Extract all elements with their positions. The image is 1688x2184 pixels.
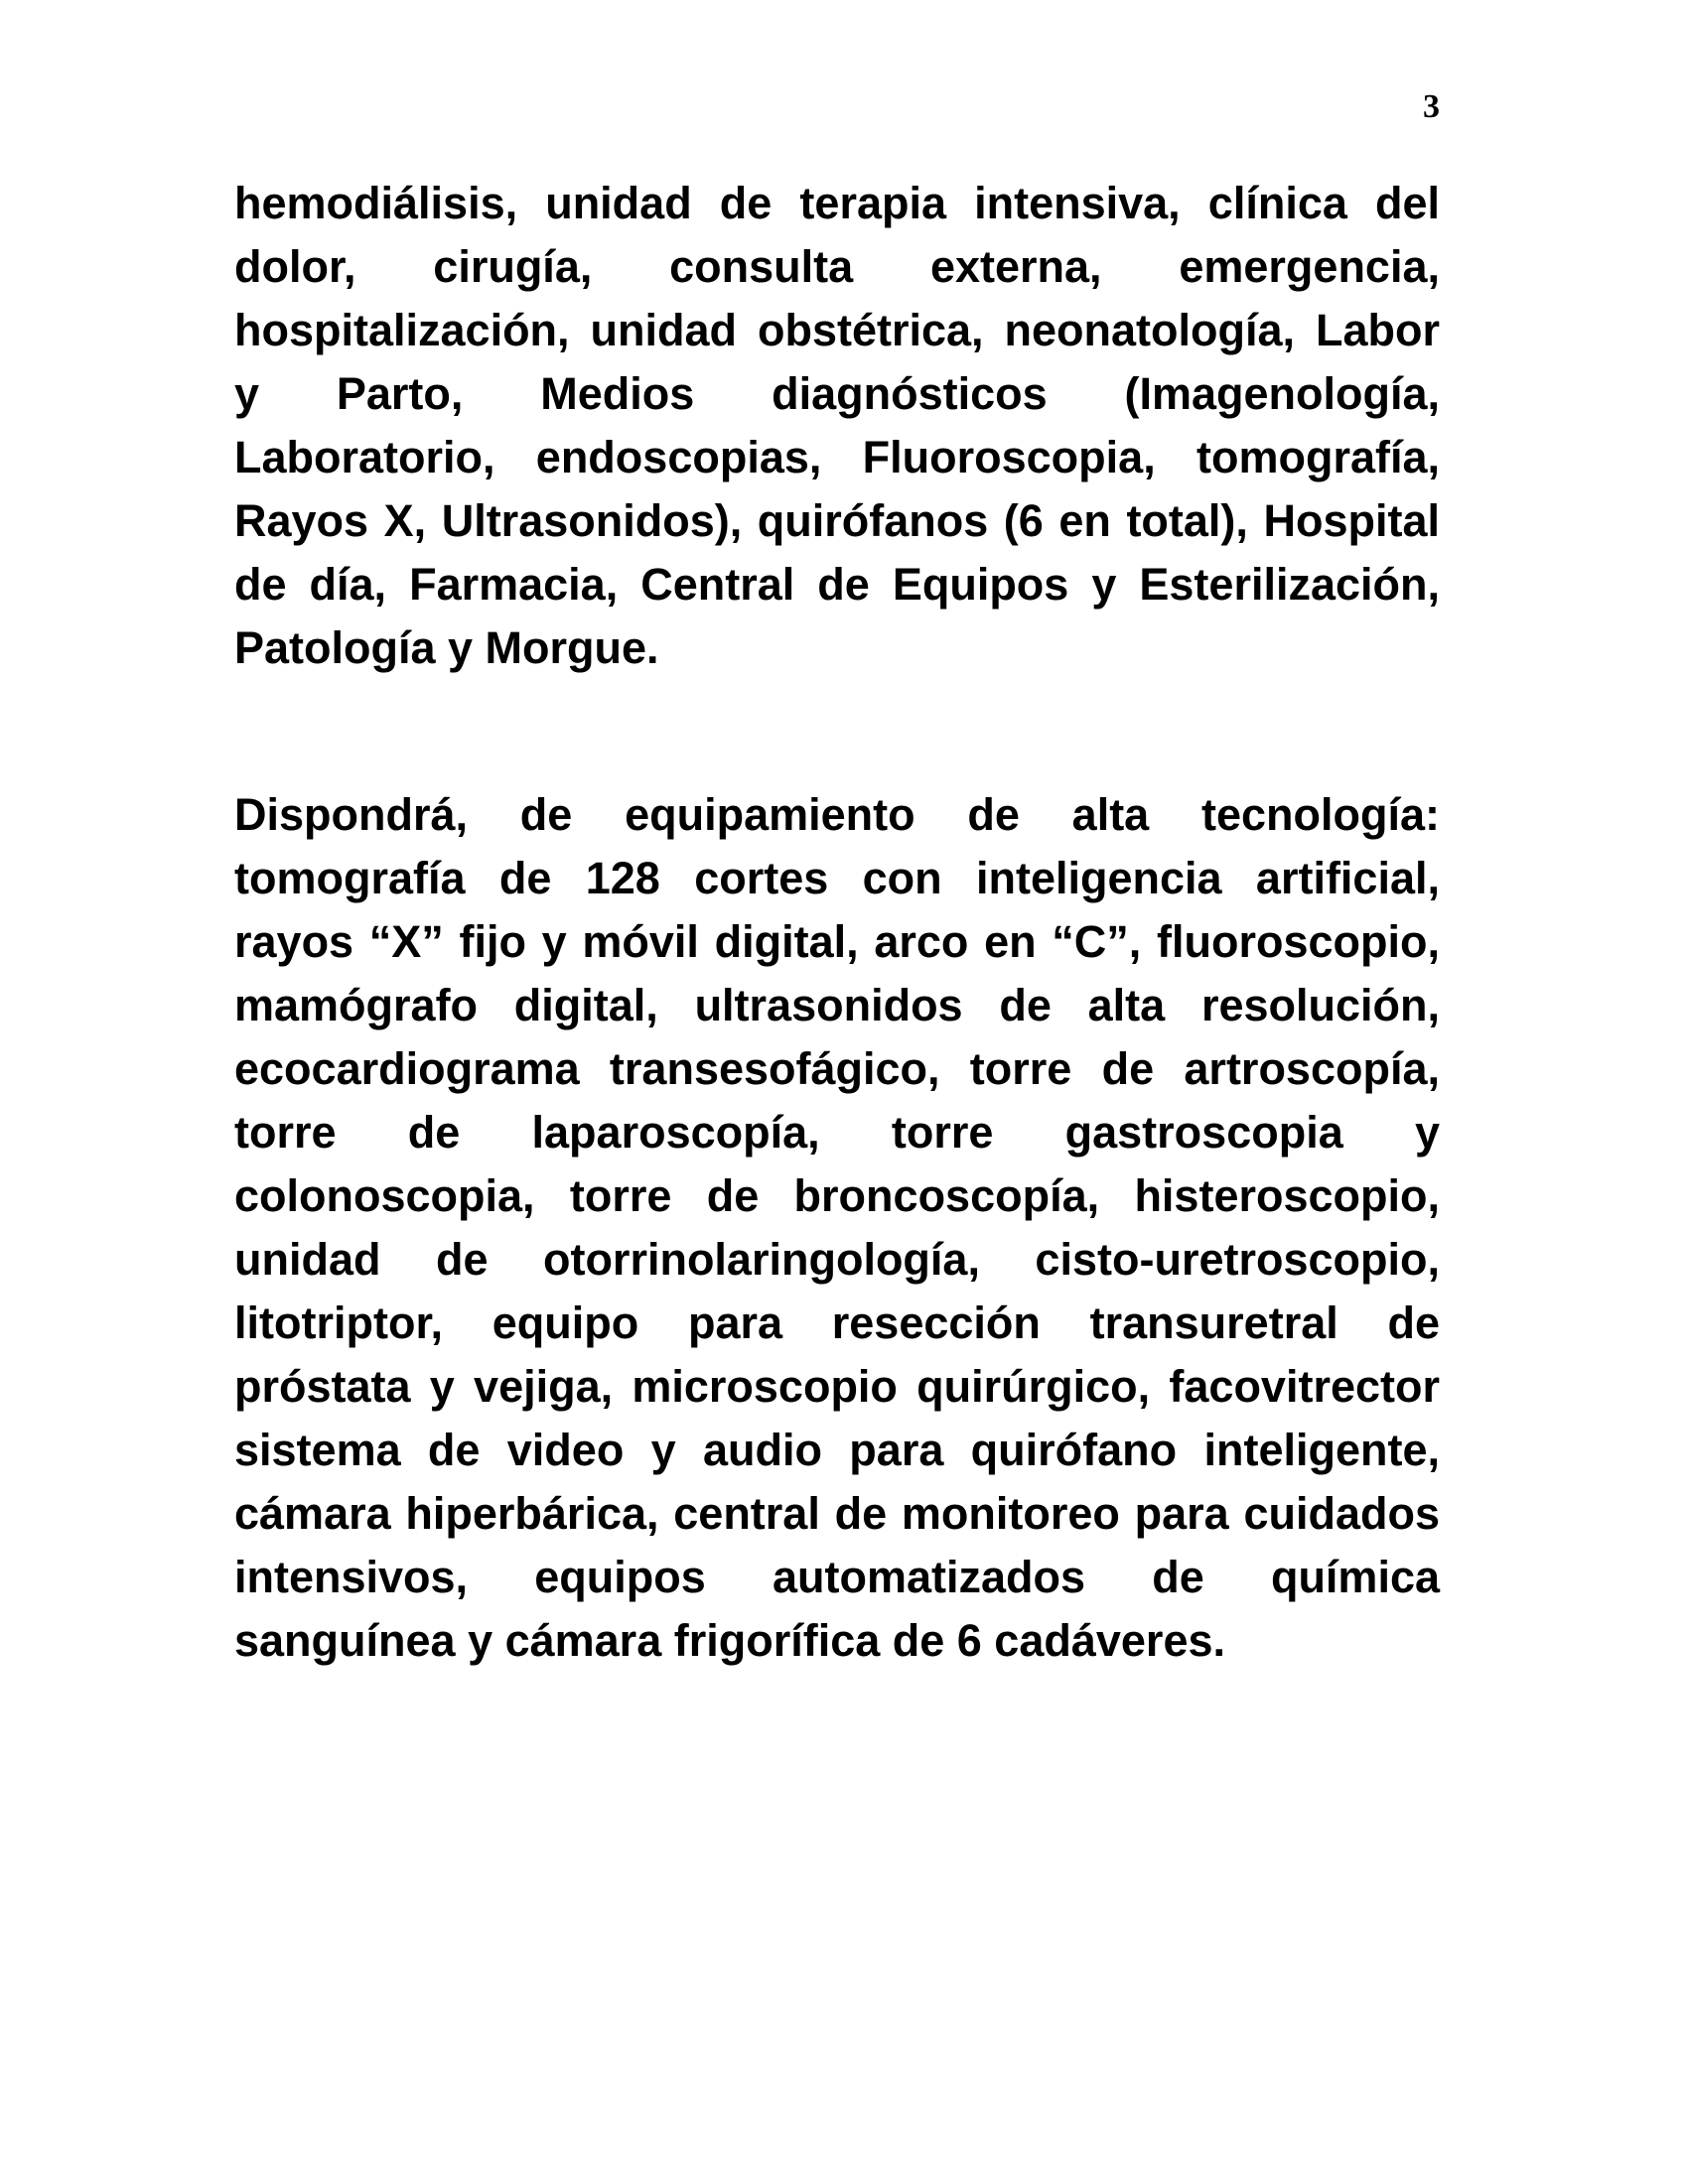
page-number: 3 (1423, 88, 1440, 125)
paragraph-services: hemodiálisis, unidad de terapia intensiva, clínica del dolor, cirugía, consulta externa, emergencia, hospitalización, unidad obstétrica, neonatología, Labor y Parto, Medios diagnósticos (Imagenología, Laboratorio, endoscopias, Fluoroscopia, tomografía, Rayos X, Ultrasonidos), quirófanos (6 en total), Hospital de día, Farmacia, Central de Equipos y Esterilización, Patología y Morgue. (234, 178, 1440, 673)
paragraph-equipment: Dispondrá, de equipamiento de alta tecnología: tomografía de 128 cortes con inteligencia artificial, rayos “X” fijo y móvil digital, arco en “C”, fluoroscopio, mamógrafo digital, ultrasonidos de alta resolución, ecocardiograma transesofágico, torre de artroscopía, torre de laparoscopía, torre gastroscopia y colonoscopia, torre de broncoscopía, histeroscopio, unidad de otorrinolaringología, cisto-uretroscopio, litotriptor, equipo para resección transuretral de próstata y vejiga, microscopio quirúrgico, facovitrector sistema de video y audio para quirófano inteligente, cámara hiperbárica, central de monitoreo para cuidados intensivos, equipos automatizados de química sanguínea y cámara frigorífica de 6 cadáveres. (234, 789, 1440, 1666)
